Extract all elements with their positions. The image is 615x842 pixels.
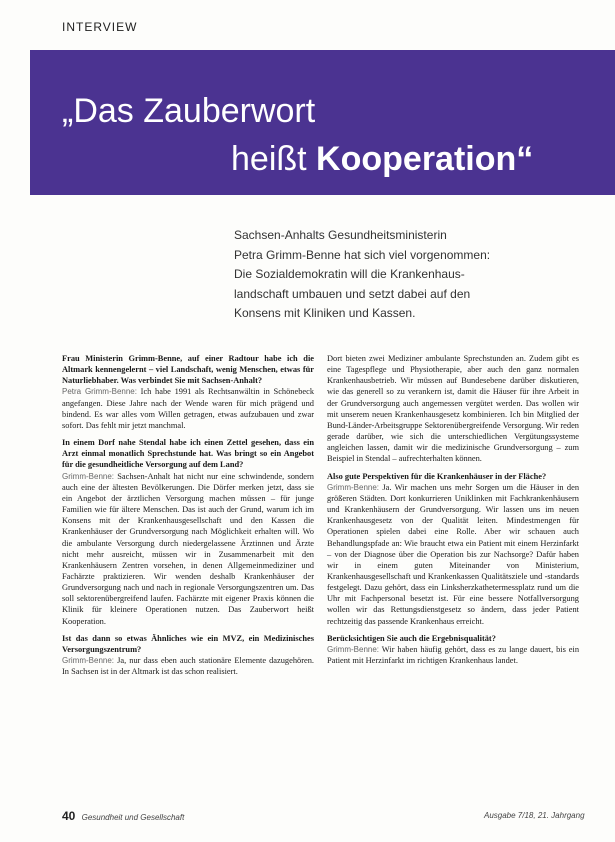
answer: Sachsen-Anhalt hat nicht nur eine schwindende, sondern auch eine der ältesten Bevölkerungen. Die Dörfer merken jetzt, dass sie ein Angebot der ärztlichen Versorgung machen müssen – für junge Familien wie für ältere Menschen. Das ist auch der Grund, warum ich im Konsens mit der Krankenhausgesellschaft und den Kassen die Krankenhäuser der Grundversorgung nach Möglichkeit erhalten will. Wo die ambulante Versorgung durch niedergelassene Ärztinnen und Ärzte nicht mehr ausreicht, müssen wir in Zusammenarbeit mit den Krankenhäusern Zentren vorsehen, in denen Allgemeinmediziner und Fachärzte praktizieren. Wir wenden deshalb Krankenhäuser der Grundversorgung nach und nach in regionale Versorgungszentren um. Das soll sektorenübergreifend laufen. Fachärzte mit eigener Praxis können die Klinik für kleinere Operationen nutzen. Das Zauberwort heißt Kooperation. [62,471,314,626]
answer: Ich habe 1991 als Rechtsanwältin in Schönebeck angefangen. Diese Jahre nach der Wende waren für mich prägend und bindend. Es war alles vom Willen getragen, etwas aufzubauen und zwar sofort. Das fehlt mir jetzt manchmal. [62,387,315,430]
question: Frau Ministerin Grimm-Benne, auf einer Radtour habe ich die Altmark kennengelernt – viel Landschaft, wenig Menschen, etwas für Naturliebhaber. Was verbindet Sie mit Sachsen-Anhalt? [62,354,314,386]
qa-block [62,353,314,431]
question: Ist das dann so etwas Ähnliches wie ein MVZ, ein Medizinisches Versorgungszentrum? [62,633,314,654]
page-number: 40 [62,809,76,823]
question: Also gute Perspektiven für die Krankenhäuser in der Fläche? [327,471,547,481]
answer: Ja, nur dass eben auch stationäre Elemente dazugehören. In Sachsen ist in der Altmark ist das schon realisiert. [62,656,315,677]
page-footer [62,809,592,823]
lead-paragraph [234,226,534,324]
article-title-line2 [231,140,533,179]
column-left [62,353,314,683]
speaker: Grimm-Benne: [327,482,380,492]
lead-line: landschaft umbauen und setzt dabei auf den [234,286,471,301]
answer: Wir haben häufig gehört, dass es zu lange dauert, bis ein Patient mit Herzinfarkt im richtigen Krankenhaus landet. [327,644,580,666]
column-right [327,353,579,672]
qa-block [327,353,579,465]
speaker: Grimm-Benne: [62,656,115,666]
qa-block [327,471,579,627]
lead-line: Petra Grimm-Benne hat sich viel vorgenommen: [234,247,491,262]
footer-issue: Ausgabe 7/18, 21. Jahrgang [484,811,585,820]
article-title-line1: „Das Zauberwort [62,92,316,130]
title-bold: Kooperation“ [316,140,534,178]
qa-block [327,633,579,666]
footer-section: Gesundheit und Gesellschaft [81,813,185,822]
answer: Ja. Wir machen uns mehr Sorgen um die Häuser in den größeren Städten. Dort konkurrieren Uniklinken mit Fachkrankenhäusern und Krankenhäusern der Grundversorgung. Wir lassen uns im neuen Krankenhausgesetz von der Qualität leiten. Mindestmengen für Operationen spielen dabei eine Rolle. Aber wir schauen auch Behandlungspfade an: Wie braucht etwa ein Patient mit einem Herzinfarkt – von der Diagnose über die Operation bis zur Nachsorge? Dafür haben wir in einem guten Miteinander von Ministerium, Krankenhausgesellschaft und Krankenkassen Qualitätsziele und -standards festgelegt. Dazu gehört, dass ein Linksherzkathetermessplatz rund um die Uhr mit Fachpersonal besetzt ist. Für eine bessere Notfallversorgung wollen wir das Rettungsdienstgesetz so ändern, dass jeder Patient rechtzeitig das passende Krankenhaus erreicht. [327,482,580,626]
lead-line: Sachsen-Anhalts Gesundheitsministerin [234,228,447,242]
qa-block [62,633,314,678]
qa-block [62,437,314,627]
lead-line: Die Sozialdemokratin will die Krankenhaus- [234,267,465,281]
section-label: INTERVIEW [62,20,138,34]
speaker: Grimm-Benne: [327,644,380,654]
speaker: Petra Grimm-Benne: [62,387,137,397]
speaker: Grimm-Benne: [62,471,115,481]
question: Berücksichtigen Sie auch die Ergebnisqualität? [327,633,496,643]
title-regular: heißt [231,140,317,178]
question: In einem Dorf nahe Stendal habe ich einen Zettel gesehen, dass ein Arzt einmal monatlich Sprechstunde hat. Was bringt so ein Angebot für die gesundheitliche Versorgung auf dem Land? [62,438,314,470]
answer: Dort bieten zwei Mediziner ambulante Sprechstunden an. Zudem gibt es eine Tagespflege und Physiotherapie, aber auch den ganz normalen Krankenhausbetrieb. Wir müssen auf Bundesebene darüber diskutieren, wie das generell so zu verankern ist, damit die Häuser für ihre Arbeit in der Grundversorgung auch angemessen vergütet werden. Das wollen wir mit unserem neuen Krankenhausgesetz kombinieren. Ich bin Mitglied der Bund-Länder-Arbeitsgruppe Sektorenübergreifende Versorgung. Wir reden gerade darüber, wie sich die unterschiedlichen Vergütungssysteme angleichen lassen, damit wir die medizinische Grundversorgung – zum Beispiel in Stendal – aufrechterhalten können. [327,354,579,464]
lead-line: Konsens mit Kliniken und Kassen. [234,306,416,320]
